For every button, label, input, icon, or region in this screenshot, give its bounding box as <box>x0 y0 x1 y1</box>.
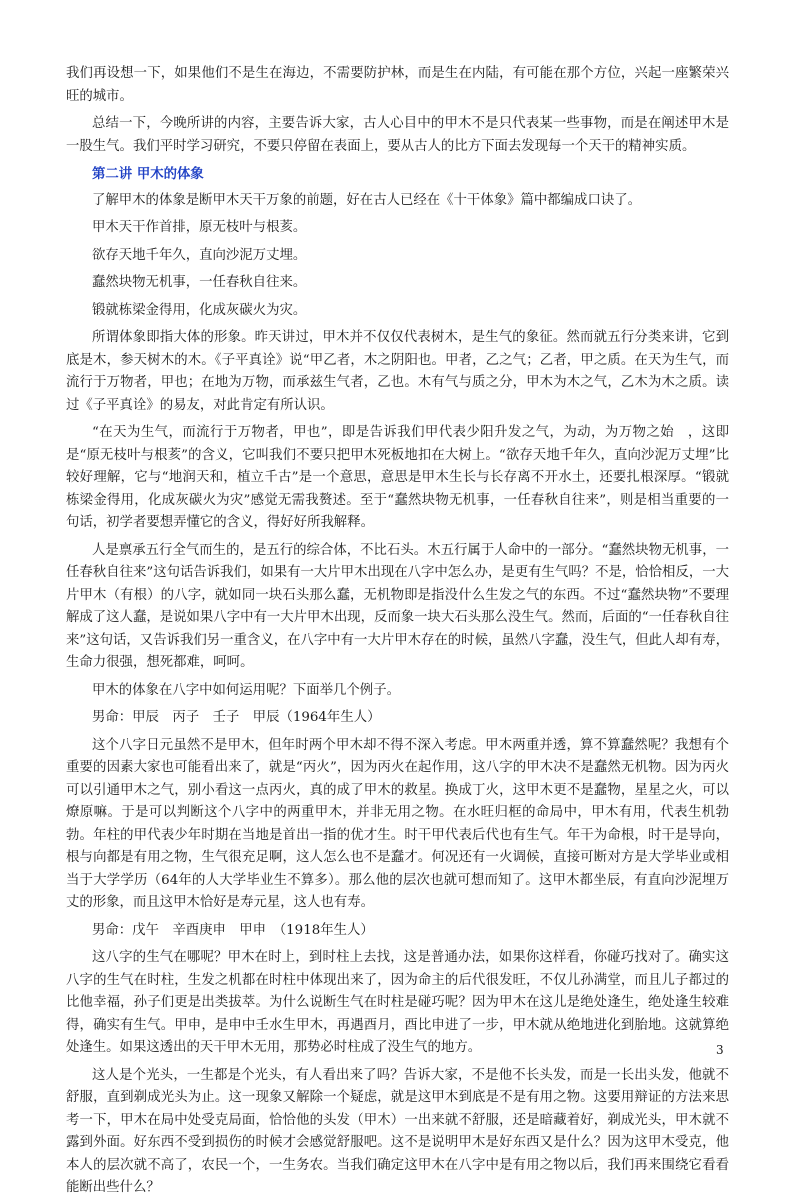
paragraph-summary: 总结一下，今晚所讲的内容，主要告诉大家，古人心目中的甲木不是只代表某一些事物，而是在阐述甲木是一股生气。我们平时学习研究，不要只停留在表面上，要从古人的比方下面去发现每一个天干的精神实质。 <box>66 116 729 154</box>
example-chart-label: 男命：戊午 辛酉庚申 甲申 （1918年生人） <box>92 922 374 938</box>
paragraph-body: 人是禀承五行全气而生的，是五行的综合体，不比石头。木五行属于人命中的一部分。“蠢然块物无机事，一任春秋自往来”这句话告诉我们，如果有一大片甲木出现在八字中怎么办，是更有生气吗？不是，恰恰相反，一大片甲木（有根）的八字，就如同一块石头那么蠢，无机物即是指没什么生发之气的东西。不过“蠢然块物”不要理解成了这人蠢，是说如果八字中有一大片甲木出现，反而象一块大石头那么没生气。然而，后面的“一任春秋自往来”这句话，又告诉我们另一重含义，在八字中有一大片甲木存在的时候，虽然八字蠢，没生气，但此人却有寿，生命力很强，想死都难，呵呵。 <box>66 542 729 670</box>
verse-line: 甲木天干作首排，原无枝叶与根荄。 <box>92 220 307 235</box>
verse-line: 锻就栋梁金得用，化成灰碳火为灾。 <box>92 302 307 318</box>
paragraph-body: 这个八字日元虽然不是甲木，但年时两个甲木却不得不深入考虑。甲木两重并透，算不算蠢然呢？我想有个重要的因素大家也可能看出来了，就是“丙火”，因为丙火在起作用，这八字的甲木决不是蠢然无机物。因为丙火可以引通甲木之气，别小看这一点丙火，真的成了甲木的救星。换成丁火，这甲木更不是蠢物，星星之火，可以燎原嘛。于是可以判断这个八字中的两重甲木，并非无用之物。在水旺归框的命局中，甲木有用，代表生机勃勃。年柱的甲代表少年时期在当地是首出一指的优才生。时干甲代表后代也有生气。年干为命根，时干是导向，根与向都是有用之物，生气很充足啊，这人怎么也不是蠢才。何况还有一火调候，直接可断对方是大学毕业或相当于大学学历（64年的人大学毕业生不算多）。那么他的层次也就可想而知了。这甲木都坐辰，有直向沙泥埋万丈的形象，而且这甲木恰好是寿元星，这人也有寿。 <box>66 737 729 910</box>
example-chart-label: 男命：甲辰 丙子 壬子 甲辰（1964年生人） <box>92 710 381 725</box>
document-body <box>66 63 729 1200</box>
verse-line: 蠢然块物无机事，一任春秋自往来。 <box>92 275 307 290</box>
paragraph-body: “在天为生气，而流行于万物者，甲也”，即是告诉我们甲代表少阳升发之气，为动，为万物之始 ，这即是“原无枝叶与根荄”的含义，它叫我们不要只把甲木死板地扣在大树上。“欲存天地千年久，直向沙泥万丈埋”比较好理解，它与“地润天和，植立千古”是一个意思，意思是甲木生长与长存离不开水土，还要扎根深厚。“锻就栋梁金得用，化成灰碳火为灾”感觉无需我赘述。至于“蠢然块物无机事，一任春秋自往来”，则是相当重要的一句话，初学者要想弄懂它的含义，得好好所我解释。 <box>66 425 729 530</box>
paragraph-body: 甲木的体象在八字中如何运用呢？下面举几个例子。 <box>92 682 400 698</box>
verse-line: 欲存天地千年久，直向沙泥万丈埋。 <box>92 247 307 263</box>
page-number: 3 <box>716 1043 724 1057</box>
paragraph-body: 这八字的生气在哪呢？甲木在时上，到时柱上去找，这是普通办法，如果你这样看，你碰巧找对了。确实这八字的生气在时柱，生发之机都在时柱中体现出来了，因为命主的后代很发旺，不仅儿孙满堂，而且儿子都过的比他幸福，孙子们更是出类拔萃。为什么说断生气在时柱是碰巧呢？因为甲木在这儿是绝处逢生，绝处逢生较难得，确实有生气。甲申，是申中壬水生甲木，再遇酉月，酉比申进了一步，甲木就从绝地进化到胎地。这就算绝处逢生。如果这透出的天干甲木无用，那势必时柱成了没生气的地方。 <box>66 950 729 1055</box>
paragraph-body: 这人是个光头，一生都是个光头，有人看出来了吗？告诉大家，不是他不长头发，而是一长出头发，他就不舒服，直到剃成光头为止。这一现象又解除一个疑虑，就是这甲木到底是不是有用之物。这要用辩证的方法来思考一下，甲木在局中处受克局面，恰恰他的头发（甲木）一出来就不舒服，还是暗藏着好，剃成光头，甲木就不露到外面。好东西不受到损伤的时候才会感觉舒服吧。这不是说明甲木是好东西又是什么？因为这甲木受克，他本人的层次就不高了，农民一个，一生务农。当我们确定这甲木在八字中是有用之物以后，我们再来围绕它看看能断出些什么？ <box>66 1067 729 1195</box>
section-heading: 第二讲 甲木的体象 <box>92 166 204 182</box>
paragraph-body: 所谓体象即指大体的形象。昨天讲过，甲木并不仅仅代表树木，是生气的象征。然而就五行分类来讲，它到底是木，参天树木的木。《子平真诠》说“甲乙者，木之阴阳也。甲者，乙之气；乙者，甲之质。在天为生气，而流行于万物者，甲也；在地为万物，而承兹生气者，乙也。木有气与质之分，甲木为木之气，乙木为木之质。读过《子平真诠》的易友，对此肯定有所认识。 <box>66 330 729 413</box>
paragraph-intro: 了解甲木的体象是断甲木天干万象的前题，好在古人已经在《十干体象》篇中都编成口诀了。 <box>92 192 642 208</box>
paragraph-continuation: 我们再设想一下，如果他们不是生在海边，不需要防护林，而是生在内陆，有可能在那个方位，兴起一座繁荣兴旺的城市。 <box>66 66 729 104</box>
